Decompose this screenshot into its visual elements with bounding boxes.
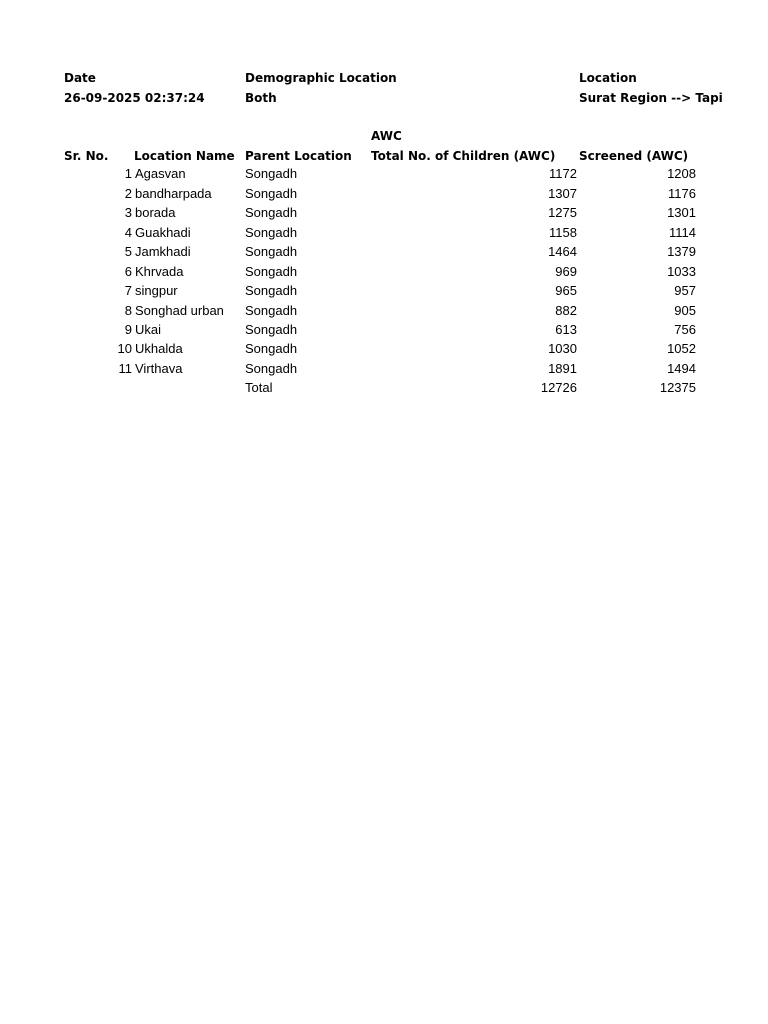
- total-row: [0, 380, 768, 399]
- table-row: [0, 341, 768, 360]
- sr-no-cell: 11: [118, 360, 132, 376]
- total-children-cell: 613: [555, 321, 577, 337]
- column-header-screened: Screened (AWC): [579, 149, 689, 163]
- date-label: Date: [64, 71, 96, 85]
- sr-no-cell: 1: [124, 166, 132, 181]
- screened-cell: 1052: [667, 341, 696, 356]
- sr-no-cell: 3: [124, 205, 132, 220]
- table-row: [0, 361, 768, 380]
- sr-no-cell: 5: [124, 244, 132, 259]
- total-children-cell: 1172: [549, 166, 577, 181]
- sr-no-cell: 7: [124, 283, 132, 298]
- column-header-sr-no: Sr. No.: [64, 149, 109, 163]
- total-children-cell: 1158: [549, 224, 577, 240]
- column-header-parent-location: Parent Location: [245, 149, 352, 163]
- total-children-cell: 1307: [548, 185, 577, 201]
- location-value: Surat Region --> Tapi: [579, 91, 723, 105]
- screened-cell: 1033: [667, 263, 696, 279]
- screened-cell: 1301: [667, 205, 696, 220]
- screened-cell: 905: [674, 302, 696, 318]
- sr-no-cell: 10: [117, 341, 132, 356]
- parent-location-cell: Songadh: [245, 224, 298, 240]
- location-name-cell: Ukhalda: [135, 341, 183, 356]
- sr-no-cell: 6: [124, 263, 132, 279]
- table-row: [0, 166, 768, 185]
- table-row: [0, 225, 768, 244]
- parent-location-cell: Songadh: [245, 185, 298, 201]
- total-children-cell: 1891: [548, 360, 577, 376]
- total-children-cell: 965: [555, 283, 577, 298]
- parent-location-cell: Songadh: [245, 302, 298, 318]
- location-name-cell: Guakhadi: [135, 224, 191, 240]
- total-children-cell: 1275: [548, 205, 577, 220]
- location-name-cell: Ukai: [135, 321, 162, 337]
- demographic-location-label: Demographic Location: [245, 71, 397, 85]
- total-children-cell: 969: [555, 263, 577, 279]
- screened-cell: 1208: [667, 166, 696, 181]
- total-label: Total: [245, 380, 273, 395]
- sr-no-cell: 9: [124, 321, 132, 337]
- table-row: [0, 322, 768, 341]
- location-label: Location: [579, 71, 637, 85]
- parent-location-cell: Songadh: [245, 166, 298, 181]
- screened-cell: 957: [674, 283, 696, 298]
- location-name-cell: Songhad urban: [135, 302, 224, 318]
- table-row: [0, 264, 768, 283]
- parent-location-cell: Songadh: [245, 341, 298, 356]
- awc-group-header: AWC: [371, 129, 402, 143]
- parent-location-cell: Songadh: [245, 263, 298, 279]
- table-row: [0, 244, 768, 263]
- table-row: [0, 186, 768, 205]
- screened-cell: 1176: [668, 185, 696, 201]
- total-children-cell: 1464: [548, 244, 577, 259]
- parent-location-cell: Songadh: [245, 360, 298, 376]
- total-children-cell: 882: [555, 302, 577, 318]
- location-name-cell: Virthava: [135, 360, 183, 376]
- location-name-cell: Khrvada: [135, 263, 184, 279]
- screened-cell: 1379: [667, 244, 696, 259]
- date-value: 26-09-2025 02:37:24: [64, 91, 205, 105]
- table-row: [0, 205, 768, 224]
- screened-cell: 1114: [669, 224, 696, 240]
- parent-location-cell: Songadh: [245, 321, 298, 337]
- parent-location-cell: Songadh: [245, 283, 298, 298]
- demographic-location-value: Both: [245, 91, 277, 105]
- sr-no-cell: 2: [124, 185, 132, 201]
- location-name-cell: borada: [135, 205, 176, 220]
- total-children-cell: 1030: [548, 341, 577, 356]
- total-children-sum: 12726: [540, 380, 577, 395]
- location-name-cell: Jamkhadi: [135, 244, 191, 259]
- location-name-cell: bandharpada: [135, 185, 212, 201]
- column-header-total-children: Total No. of Children (AWC): [371, 149, 556, 163]
- sr-no-cell: 4: [124, 224, 132, 240]
- sr-no-cell: 8: [124, 302, 132, 318]
- table-row: [0, 303, 768, 322]
- parent-location-cell: Songadh: [245, 244, 298, 259]
- table-row: [0, 283, 768, 302]
- screened-sum: 12375: [659, 380, 696, 395]
- screened-cell: 1494: [667, 360, 696, 376]
- location-name-cell: singpur: [135, 283, 178, 298]
- column-header-location-name: Location Name: [134, 149, 235, 163]
- parent-location-cell: Songadh: [245, 205, 298, 220]
- screened-cell: 756: [674, 321, 696, 337]
- location-name-cell: Agasvan: [135, 166, 186, 181]
